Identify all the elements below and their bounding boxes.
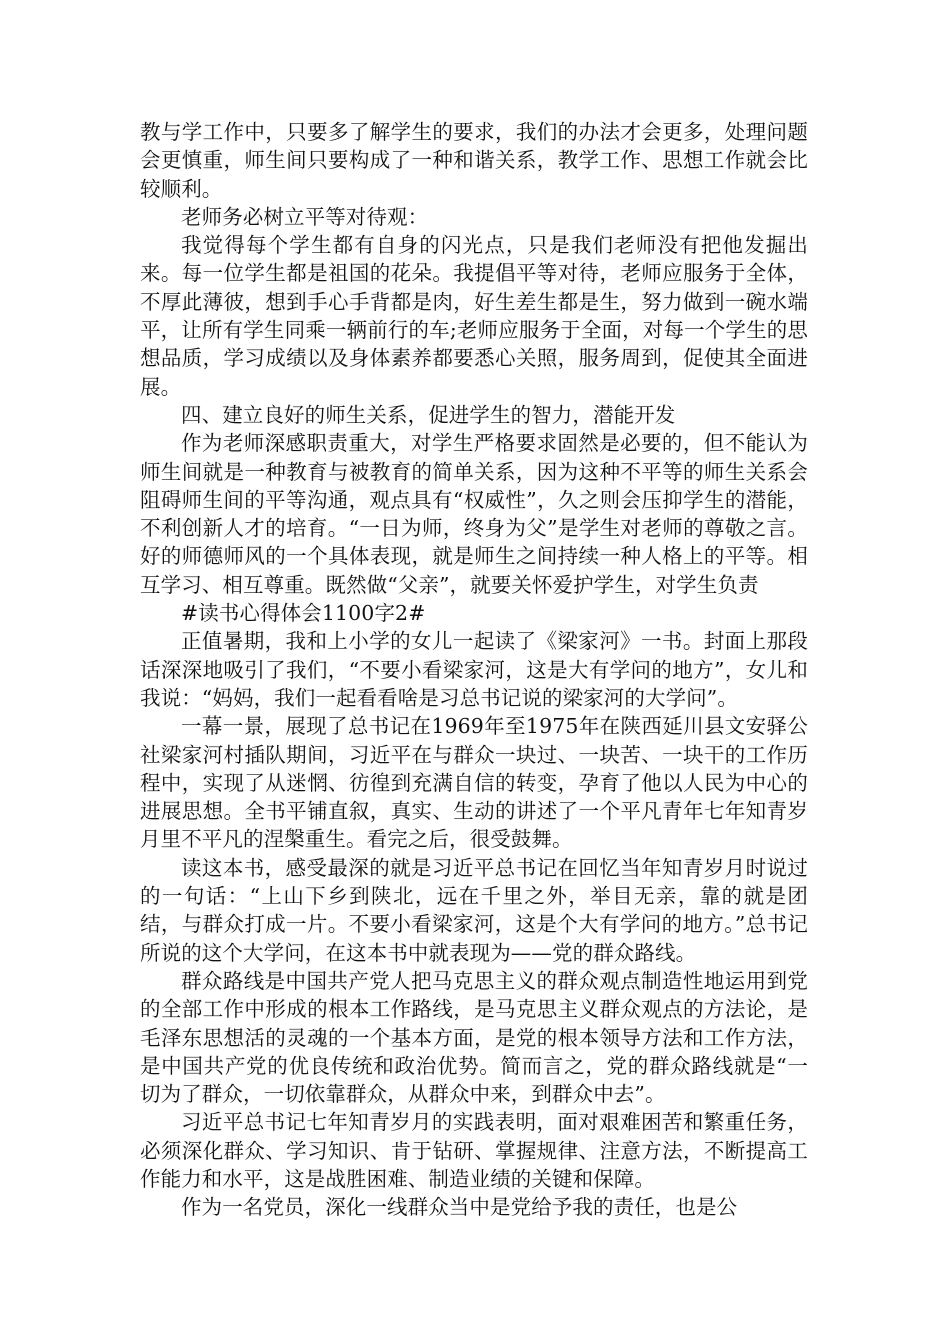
- paragraph-7: 正值暑期，我和上小学的女儿一起读了《梁家河》一书。封面上那段话深深地吸引了我们，“不要小看梁家河，这是大有学问的地方”，女儿和我说：“妈妈，我们一起看看啥是习总书记说的梁家河的大学问”。: [140, 629, 808, 710]
- paragraph-11: 习近平总书记七年知青岁月的实践表明，面对艰难困苦和繁重任务，必须深化群众、学习知识、肯于钻研、掌握规律、注意方法，不断提高工作能力和水平，这是战胜困难、制造业绩的关键和保障。: [140, 1110, 808, 1191]
- document-body: [140, 118, 808, 1222]
- paragraph-1: 教与学工作中，只要多了解学生的要求，我们的办法才会更多，处理问题会更慎重，师生间只要构成了一种和谐关系，教学工作、思想工作就会比较顺利。: [140, 120, 808, 201]
- paragraph-10: 群众路线是中国共产党人把马克思主义的群众观点制造性地运用到党的全部工作中形成的根本工作路线，是马克思主义群众观点的方法论，是毛泽东思想活的灵魂的一个基本方面，是党的根本领导方法和工作方法，是中国共产党的优良传统和政治优势。简而言之，党的群众路线就是“一切为了群众，一切依靠群众，从群众中来，到群众中去”。: [140, 968, 808, 1107]
- paragraph-9: 读这本书，感受最深的就是习近平总书记在回忆当年知青岁月时说过的一句话：“上山下乡到陕北，远在千里之外，举目无亲，靠的就是团结，与群众打成一片。不要小看梁家河，这是个大有学问的地方。”总书记所说的这个大学问，在这本书中就表现为——党的群众路线。: [140, 855, 808, 965]
- paragraph-8: 一幕一景，展现了总书记在1969年至1975年在陕西延川县文安驿公社梁家河村插队期间，习近平在与群众一块过、一块苦、一块干的工作历程中，实现了从迷惘、彷徨到充满自信的转变，孕育了他以人民为中心的进展思想。全书平铺直叙，真实、生动的讲述了一个平凡青年七年知青岁月里不平凡的涅槃重生。看完之后，很受鼓舞。: [140, 714, 808, 852]
- paragraph-2: 老师务必树立平等对待观：: [181, 204, 429, 229]
- paragraph-5: 作为老师深感职责重大，对学生严格要求固然是必要的，但不能认为师生间就是一种教育与被教育的简单关系，因为这种不平等的师生关系会阻碍师生间的平等沟通，观点具有“权威性”，久之则会压抑学生的潜能，不利创新人才的培育。“一日为师，终身为父”是学生对老师的尊敬之言。好的师德师风的一个具体表现，就是师生之间持续一种人格上的平等。相互学习、相互尊重。既然做“父亲”，就要关怀爱护学生，对学生负责: [140, 431, 808, 597]
- paragraph-12: 作为一名党员，深化一线群众当中是党给予我的责任，也是公: [181, 1195, 738, 1220]
- paragraph-3: 我觉得每个学生都有自身的闪光点，只是我们老师没有把他发掘出来。每一位学生都是祖国的花朵。我提倡平等对待，老师应服务于全体，不厚此薄彼，想到手心手背都是肉，好生差生都是生，努力做到一碗水端平，让所有学生同乘一辆前行的车;老师应服务于全面，对每一个学生的思想品质，学习成绩以及身体素养都要悉心关照，服务周到，促使其全面进展。: [140, 233, 808, 399]
- section-heading-4: 四、建立良好的师生关系，促进学生的智力，潜能开发: [181, 402, 676, 427]
- article-heading-2: #读书心得体会1100字2#: [181, 601, 426, 626]
